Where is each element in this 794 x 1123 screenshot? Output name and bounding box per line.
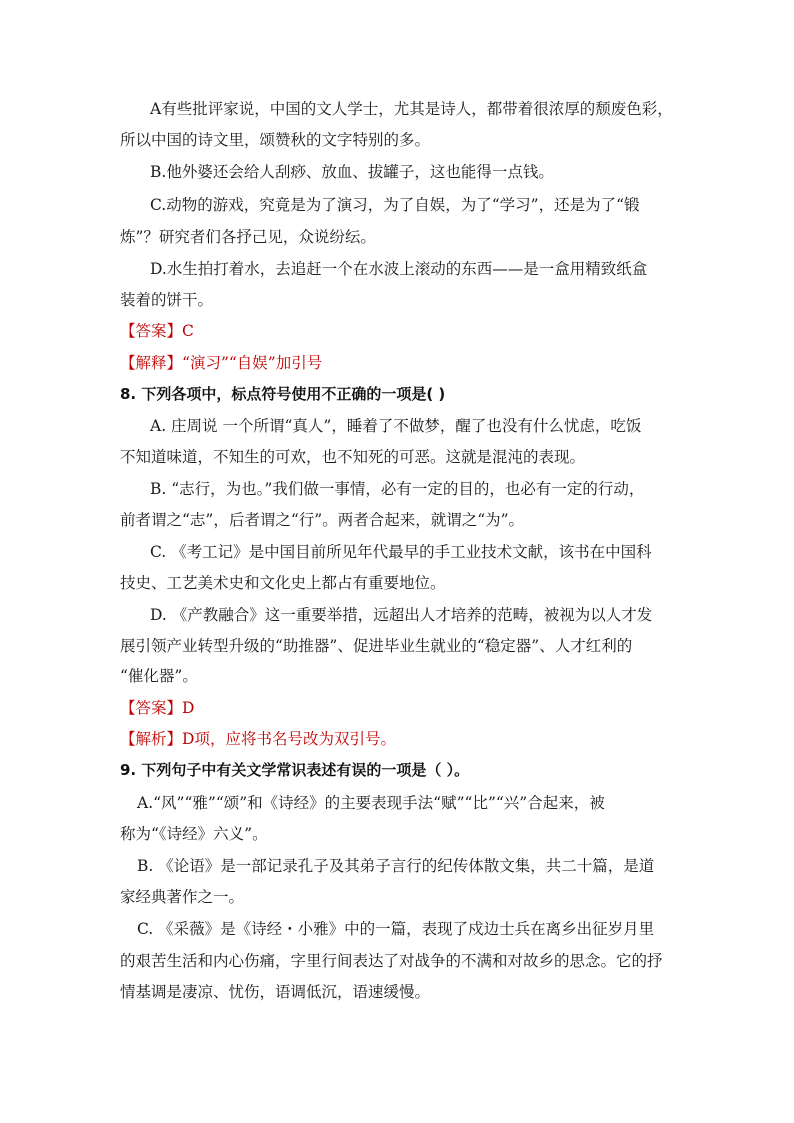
q9-option-b-line1: B. 《论语》是一部记录孔子及其弟子言行的纪传体散文集，共二十篇，是道: [137, 857, 655, 875]
explain-tag: 【解释】: [120, 354, 183, 372]
q8-answer: [120, 697, 194, 719]
explain-text: “演习”“自娱”加引号: [182, 354, 323, 372]
q9-option-a-line1: A.“风”“雅”“颂”和《诗经》的主要表现手法“赋”“比”“兴”合起来，被: [137, 794, 605, 812]
q7-option-d-line2: 装着的饼干。: [120, 291, 214, 309]
q8-option-c-line2: 技史、工艺美术史和文化史上都占有重要地位。: [120, 574, 446, 592]
q8-option-a-line1: A. 庄周说 一个所谓“真人”，睡着了不做梦，醒了也没有什么忧虑，吃饭: [150, 417, 642, 435]
q7-option-b: B.他外婆还会给人刮痧、放血、拔罐子，这也能得一点钱。: [150, 163, 554, 181]
q9-option-c-line2: 的艰苦生活和内心伤痛，字里行间表达了对战争的不满和对故乡的思念。它的抒: [120, 952, 663, 970]
answer-value: C: [182, 322, 194, 340]
q9-option-a-line2: 称为“《诗经》六义”。: [120, 825, 268, 843]
q9-option-c-line1: C. 《采薇》是《诗经・小雅》中的一篇，表现了戍边士兵在离乡出征岁月里: [137, 920, 655, 938]
q8-option-c-line1: C. 《考工记》是中国目前所见年代最早的手工业技术文献，该书在中国科: [150, 543, 652, 561]
q8-option-b-line2: 前者谓之“志”，后者谓之“行”。两者合起来，就谓之“为”。: [120, 511, 525, 529]
q7-option-a-line1: A有些批评家说，中国的文人学士，尤其是诗人，都带着很浓厚的颓废色彩，: [150, 100, 673, 118]
q7-option-a-line2: 所以中国的诗文里，颂赞秋的文字特别的多。: [120, 131, 431, 149]
q8-option-d-line3: “催化器”。: [120, 667, 198, 685]
q8-option-d-line1: D. 《产教融合》这一重要举措，远超出人才培养的范畴，被视为以人才发: [150, 606, 653, 624]
answer-tag: 【答案】: [120, 322, 183, 340]
q7-option-c-line2: 炼”？研究者们各抒己见，众说纷纭。: [120, 228, 376, 246]
answer-tag: 【答案】: [120, 699, 183, 717]
q8-option-d-line2: 展引领产业转型升级的“助推器”、促进毕业生就业的“稳定器”、人才红利的: [120, 637, 633, 655]
q8-option-b-line1: B. “志行，为也。”我们做一事情，必有一定的目的，也必有一定的行动，: [150, 480, 645, 498]
answer-value: D: [182, 699, 195, 717]
explain-tag: 【解析】: [120, 730, 183, 748]
q8-option-a-line2: 不知道味道，不知生的可欢，也不知死的可恶。这就是混沌的表现。: [120, 448, 586, 466]
q7-option-c-line1: C.动物的游戏，究竟是为了演习，为了自娱，为了“学习”，还是为了“锻: [150, 196, 640, 214]
q7-answer: [120, 320, 194, 342]
q7-explanation: [120, 352, 322, 374]
q9-title: 9. 下列句子中有关文学常识表述有误的一项是（ ）。: [120, 761, 470, 779]
q7-option-d-line1: D.水生拍打着水，去追赶一个在水波上滚动的东西——是一盒用精致纸盒: [150, 260, 648, 278]
explain-text: D项，应将书名号改为双引号。: [182, 730, 396, 748]
q8-explanation: [120, 728, 396, 750]
q8-title: 8. 下列各项中，标点符号使用不正确的一项是( ): [120, 385, 446, 403]
q9-option-c-line3: 情基调是凄凉、忧伤，语调低沉，语速缓慢。: [120, 983, 431, 1001]
q9-option-b-line2: 家经典著作之一。: [120, 888, 245, 906]
